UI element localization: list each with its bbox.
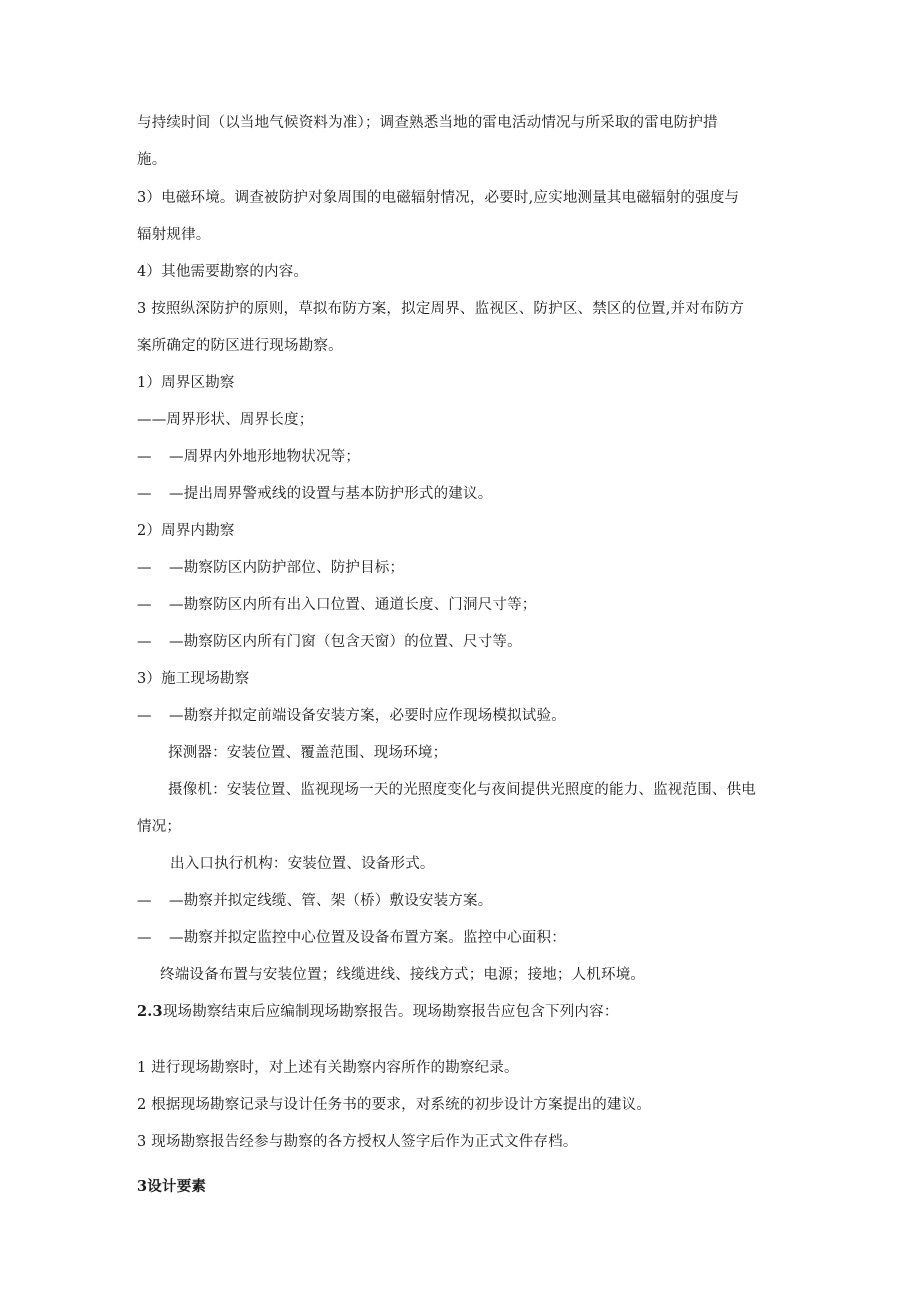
section-2-3-line: [137, 1002, 619, 1022]
section-number: 2.3: [137, 1003, 163, 1020]
section-3-heading: [137, 1177, 206, 1197]
list-item-text: —勘察并拟定前端设备安装方案，必要时应作现场模拟试验。: [169, 708, 566, 724]
dash-list-item: [137, 928, 566, 948]
text-line: 2 根据现场勘察记录与设计任务书的要求，对系统的初步设计方案提出的建议。: [137, 1097, 652, 1113]
dash-mark: —: [137, 930, 152, 946]
dash-mark: —: [137, 893, 152, 909]
section-number: 3: [137, 1178, 148, 1195]
text-line: 与持续时间（以当地气候资料为准）；调查熟悉当地的雷电活动情况与所采取的雷电防护措: [137, 115, 718, 131]
dash-list-item: [137, 632, 522, 652]
subheading-site: 3）施工现场勘察: [137, 671, 250, 687]
section-text: 现场勘察结束后应编制现场勘察报告。现场勘察报告应包含下列内容：: [162, 1004, 619, 1020]
text-line: 4）其他需要勘察的内容。: [137, 264, 309, 280]
list-item-text: —勘察并拟定线缆、管、架（桥）敷设安装方案。: [169, 893, 493, 909]
text-line: 3）电磁环境。调查被防护对象周围的电磁辐射情况，必要时,应实地测量其电磁辐射的强度与: [137, 190, 740, 206]
list-item-text: —勘察防区内防护部位、防护目标；: [169, 560, 405, 576]
subheading-inner: 2）周界内勘察: [137, 523, 235, 539]
text-line: 3 按照纵深防护的原则，草拟布防方案，拟定周界、监视区、防护区、禁区的位置,并对布防方: [137, 301, 745, 317]
dash-mark: —: [137, 634, 152, 650]
dash-mark: —: [137, 486, 152, 502]
text-line: 3 现场勘察报告经参与勘察的各方授权人签字后作为正式文件存档。: [137, 1134, 578, 1150]
dash-list-item: [137, 558, 404, 578]
dash-list-item: [137, 891, 492, 911]
dash-mark: —: [137, 708, 152, 724]
text-line: 辐射规律。: [137, 227, 211, 243]
text-line: 1 进行现场勘察时，对上述有关勘察内容所作的勘察纪录。: [137, 1060, 519, 1076]
list-item-text: —提出周界警戒线的设置与基本防护形式的建议。: [169, 486, 493, 502]
text-line: 施。: [137, 152, 167, 168]
subheading-perimeter: 1）周界区勘察: [137, 375, 235, 391]
text-line: ——周界形状、周界长度；: [137, 412, 314, 428]
list-item-text: —勘察防区内所有门窗（包含天窗）的位置、尺寸等。: [169, 634, 522, 650]
list-item-text: —勘察防区内所有出入口位置、通道长度、门洞尺寸等；: [169, 597, 537, 613]
text-line: 终端设备布置与安装位置；线缆进线、接线方式；电源；接地；人机环境。: [160, 967, 646, 983]
dash-list-item: [137, 484, 492, 504]
section-title: 设计要素: [147, 1178, 207, 1195]
dash-list-item: [137, 595, 537, 615]
text-line: 探测器：安装位置、覆盖范围、现场环境；: [168, 745, 448, 761]
dash-mark: —: [137, 560, 152, 576]
text-line: 情况；: [137, 819, 182, 835]
list-item-text: —勘察并拟定监控中心位置及设备布置方案。监控中心面积：: [169, 930, 566, 946]
text-line: 出入口执行机构：安装位置、设备形式。: [170, 856, 435, 872]
dash-mark: —: [137, 597, 152, 613]
list-item-text: —周界内外地形地物状况等；: [169, 449, 361, 465]
dash-mark: —: [137, 449, 152, 465]
text-line: 案所确定的防区进行现场勘察。: [137, 338, 343, 354]
dash-list-item: [137, 706, 566, 726]
text-line: 摄像机：安装位置、监视现场一天的光照度变化与夜间提供光照度的能力、监视范围、供电: [168, 782, 756, 798]
dash-list-item: [137, 447, 360, 467]
